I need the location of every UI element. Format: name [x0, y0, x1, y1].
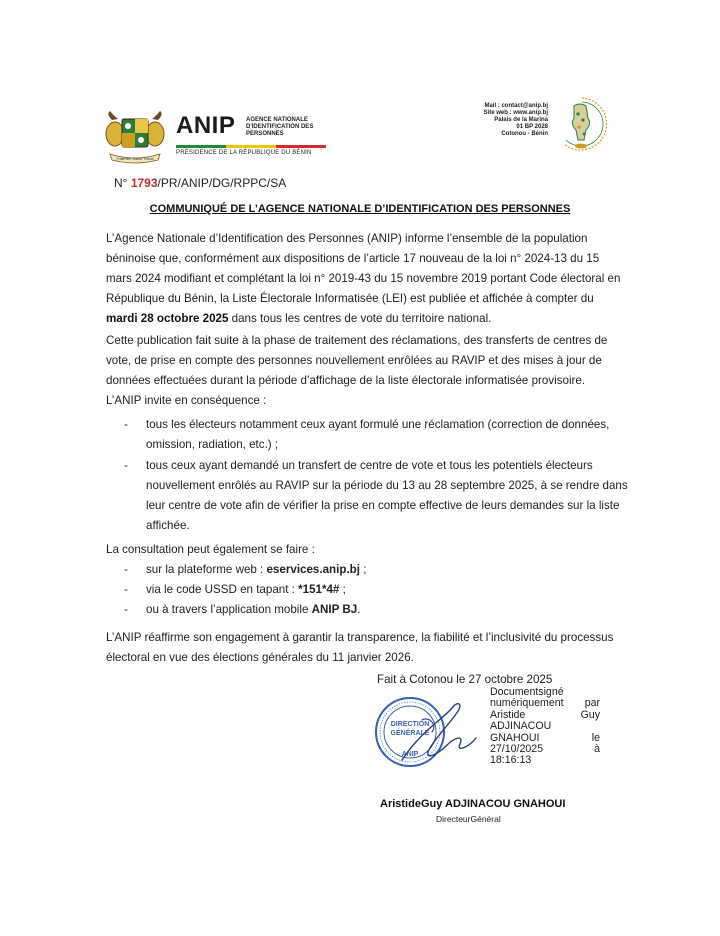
bullet-dash: - — [124, 583, 128, 596]
intro-text: L’Agence Nationale d’Identification des Personnes (ANIP) informe l’ensemble de la population béninoise que, conformément aux dispositions de l’article 17 nouveau de la loi n° 2024-13 du 15 mars 2024 modifiant et complétant la loi n° 2019-43 du 15 novembre 2019 portant Code électoral en République du Bénin, la Liste Électorale Informatisée (LEI) est publiée et affichée à compter du — [106, 232, 621, 305]
mobile-app-name: ANIP BJ — [311, 603, 358, 616]
place-date-line: Fait à Cotonou le 27 octobre 2025 — [377, 673, 553, 686]
signatory-title: DirecteurGénéral — [436, 814, 501, 824]
signature-row: ADJINACOU — [490, 720, 552, 733]
seal-text: DIRECTION — [390, 721, 430, 728]
signature-row: 27/10/2025 à — [490, 743, 600, 756]
reference-prefix: N° — [114, 176, 131, 190]
seal-text: GÉNÉRALE — [390, 730, 430, 737]
signature-row: GNAHOUI le — [490, 731, 600, 744]
bullet-dash: - — [124, 563, 128, 576]
signature-row: numériquement par — [490, 697, 600, 710]
contact-mail: Mail : contact@anip.bj — [484, 103, 548, 109]
signature-row: 18:16:13 — [490, 754, 532, 767]
agency-line: AGENCE NATIONALE — [246, 117, 308, 123]
list-item-text: tous les électeurs notamment ceux ayant formulé une réclamation (correction de données, omission, radiation, etc.) ; — [146, 418, 610, 451]
contact-city: Cotonou - Bénin — [501, 131, 548, 137]
list-item-text: tous ceux ayant demandé un transfert de centre de vote et tous les potentiels électeurs nouvellement enrôlés au RAVIP sur la période du 13 au 28 septembre 2025, à se rendre dans leur centre de vote afin de vérifier la prise en compte effective de leurs demandes sur la liste affichée. — [146, 459, 628, 532]
consultation-heading: La consultation peut également se faire : — [106, 543, 315, 556]
signatory-name: AristideGuy ADJINACOU GNAHOUI — [380, 798, 566, 810]
agency-name-block — [246, 117, 313, 138]
web-platform-link[interactable]: eservices.anip.bj — [266, 563, 360, 576]
list-item-text: sur la plateforme web : eservices.anip.bj ; — [146, 563, 367, 576]
reference-number-value: 1793 — [130, 176, 158, 190]
bullet-dash: - — [124, 603, 128, 616]
contact-block — [484, 103, 548, 138]
bullet-dash: - — [124, 418, 128, 431]
reference-suffix: /PR/ANIP/DG/RPPC/SA — [157, 176, 287, 190]
anip-seal-logo-icon — [552, 94, 612, 156]
publication-paragraph: Cette publication fait suite à la phase de traitement des réclamations, des transferts de centres de vote, de prise en compte des personnes nouvellement enrôlées au RAVIP et des mises à jour de données effectuées durant la période d’affichage de la liste électorale informatisée provisoire. — [106, 334, 608, 387]
invite-heading: L’ANIP invite en conséquence : — [106, 394, 267, 407]
coat-banner-text: Fraternité Justice Travail — [116, 157, 154, 161]
contact-po-box: 01 BP 2028 — [516, 124, 548, 130]
list-item-text: via le code USSD en tapant : *151*4# ; — [146, 583, 346, 596]
intro-paragraph — [106, 229, 624, 329]
digital-signature-block — [490, 687, 600, 767]
list-item-text: ou à travers l’application mobile ANIP BJ. — [146, 603, 361, 616]
signature-row: Aristide Guy — [490, 708, 600, 721]
agency-line: PERSONNES — [246, 131, 284, 137]
anip-logo-text: ANIP — [176, 112, 236, 139]
benin-coat-of-arms-icon — [104, 110, 166, 166]
official-seal-icon — [372, 690, 490, 776]
signature-row: Documentsigné — [490, 686, 564, 698]
presidence-label: PRÉSIDENCE DE LA RÉPUBLIQUE DU BÉNIN — [176, 150, 312, 156]
reference-number — [114, 176, 286, 190]
seal-text: ANIP — [401, 751, 419, 758]
closing-paragraph: L’ANIP réaffirme son engagement à garantir la transparence, la fiabilité et l’inclusivité du processus électoral en vue des élections générales du 11 janvier 2026. — [106, 631, 614, 664]
ussd-code: *151*4# — [298, 583, 340, 596]
publication-date: mardi 28 octobre 2025 — [106, 312, 229, 325]
intro-text-end: dans tous les centres de vote du territoire national. — [228, 312, 492, 325]
contact-website: Site web : www.anip.bj — [483, 110, 548, 116]
tricolor-divider — [176, 145, 326, 148]
communique-title: COMMUNIQUÉ DE L’AGENCE NATIONALE D’IDENTIFICATION DES PERSONNES — [149, 203, 571, 215]
contact-address: Palais de la Marina — [494, 117, 548, 123]
agency-line: D'IDENTIFICATION DES — [246, 124, 314, 130]
bullet-dash: - — [124, 459, 128, 472]
